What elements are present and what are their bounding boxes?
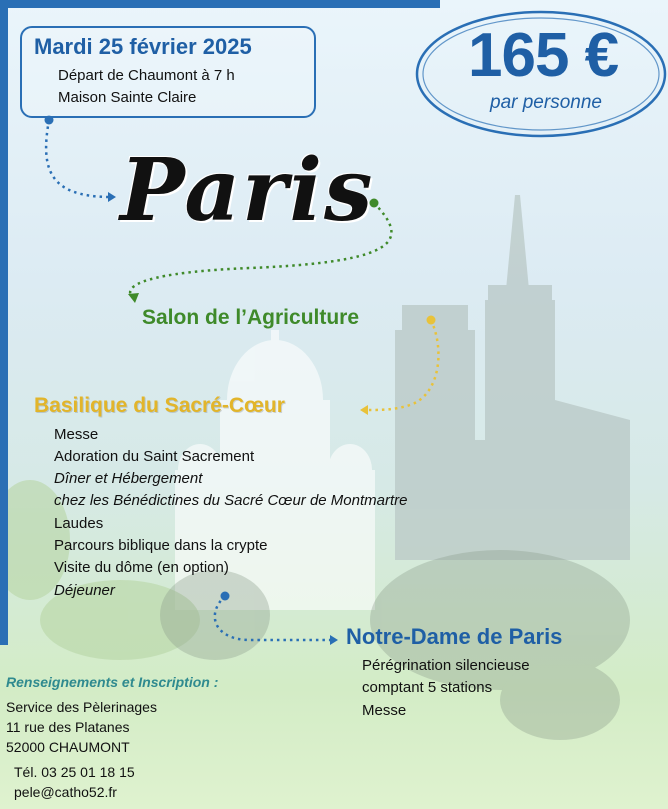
basilique-item: Dîner et Hébergement	[54, 470, 203, 487]
left-accent-bar	[0, 0, 8, 645]
basilique-item: Parcours biblique dans la crypte	[54, 537, 268, 554]
basilique-item: Adoration du Saint Sacrement	[54, 448, 255, 465]
trip-date: Mardi 25 février 2025	[34, 34, 252, 59]
stop-notre-dame-title: Notre-Dame de Paris	[346, 624, 563, 649]
meeting-place: Maison Sainte Claire	[58, 89, 197, 106]
contact-title: Renseignements et Inscription :	[6, 674, 219, 690]
contact-street: 11 rue des Platanes	[6, 719, 130, 735]
basilique-item: Visite du dôme (en option)	[54, 559, 229, 576]
price-per-person: par personne	[490, 92, 602, 113]
notre-dame-item: comptant 5 stations	[362, 679, 493, 696]
stop-salon-agriculture: Salon de l’Agriculture	[142, 306, 360, 329]
notre-dame-item: Messe	[362, 702, 407, 719]
departure-info: Départ de Chaumont à 7 h	[58, 67, 235, 84]
basilique-item: Déjeuner	[54, 582, 115, 599]
basilique-item: Laudes	[54, 515, 104, 532]
connector-blue-top	[45, 116, 117, 203]
contact-org: Service des Pèlerinages	[6, 699, 157, 715]
destination-title: Paris	[120, 140, 375, 241]
notre-dame-item: Pérégrination silencieuse	[362, 657, 530, 674]
basilique-item: chez les Bénédictines du Sacré Cœur de Montmartre	[54, 492, 408, 509]
stop-basilique-title: Basilique du Sacré-Cœur	[34, 394, 285, 417]
contact-email[interactable]: pele@catho52.fr	[14, 784, 117, 800]
contact-phone: Tél. 03 25 01 18 15	[14, 764, 135, 780]
price-amount: 165 €	[468, 21, 619, 90]
notre-dame-illustration	[395, 195, 630, 560]
contact-city: 52000 CHAUMONT	[6, 739, 130, 755]
top-accent-bar	[0, 0, 440, 8]
basilique-item: Messe	[54, 426, 99, 443]
